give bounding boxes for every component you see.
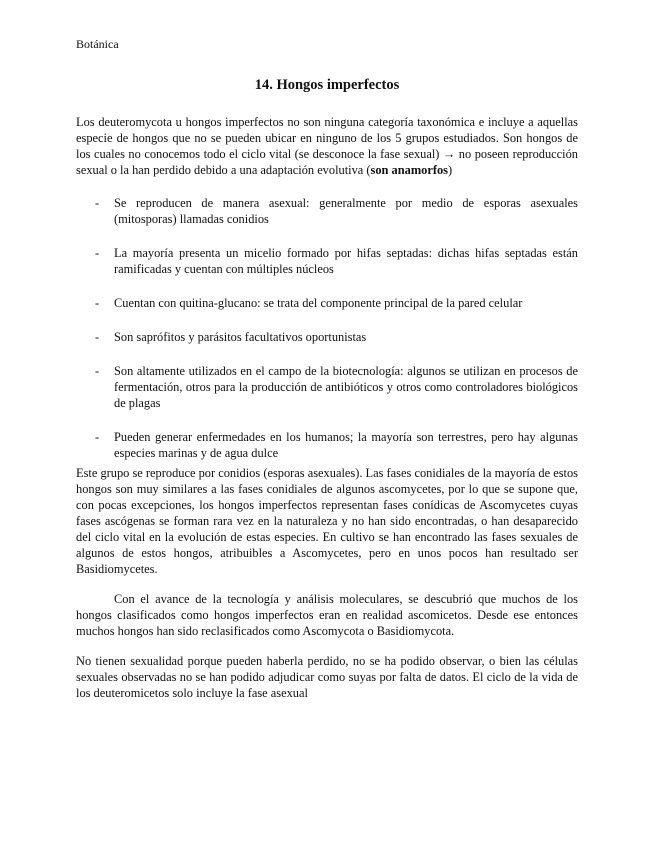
- list-item: [76, 245, 578, 277]
- document-page: [76, 36, 578, 701]
- bullet-dash: -: [95, 330, 100, 344]
- list-item-text: Son saprófitos y parásitos facultativos oportunistas: [114, 330, 367, 344]
- characteristics-list: [76, 195, 578, 461]
- bullet-dash: -: [95, 430, 100, 444]
- sexuality-paragraph: No tienen sexualidad porque pueden haberla perdido, no se ha podido observar, o bien las células sexuales observadas no se han podido adjudicar como suyas por falta de datos. El ciclo de la vida de los deuteromicetos solo incluye la fase asexual: [76, 654, 578, 700]
- intro-text-before: Los deuteromycota u hongos imperfectos no son ninguna categoría taxonómica e incluye a aquellas especie de hongos que no se pueden ubicar en ninguno de los 5 grupos estudiados. Son hongos de los cuales no conocemos todo el ciclo vital (se desconoce la fase sexual) → no poseen reproducción sexual o la han perdido debido a una adaptación evolutiva (: [76, 115, 578, 177]
- intro-paragraph: [76, 114, 578, 178]
- bullet-dash: -: [95, 196, 100, 210]
- page-header-label: Botánica: [76, 37, 119, 51]
- bullet-dash: -: [95, 364, 100, 378]
- list-item-text: Pueden generar enfermedades en los humanos; la mayoría son terrestres, pero hay algunas especies marinas y de agua dulce: [114, 430, 578, 460]
- bullet-dash: -: [95, 246, 100, 260]
- list-item: [76, 363, 578, 411]
- list-item-text: Son altamente utilizados en el campo de la biotecnología: algunos se utilizan en procesos de fermentación, otros para la producción de antibióticos y otros como controladores biológicos de plagas: [114, 364, 578, 410]
- molecular-analysis-paragraph: Con el avance de la tecnología y análisis moleculares, se descubrió que muchos de los hongos clasificados como hongos imperfectos eran en realidad ascomicetos. Desde ese entonces muchos hongos han sido reclasificados como Ascomycota o Basidiomycota.: [76, 592, 578, 638]
- list-item: [76, 195, 578, 227]
- bullet-dash: -: [95, 296, 100, 310]
- list-item-text: Se reproducen de manera asexual: generalmente por medio de esporas asexuales (mitosporas) llamadas conidios: [114, 196, 578, 226]
- page-title: 14. Hongos imperfectos: [254, 77, 400, 93]
- list-item: [76, 329, 578, 345]
- list-item-text: La mayoría presenta un micelio formado por hifas septadas: dichas hifas septadas están ramificadas y cuentan con múltiples núcleos: [114, 246, 578, 276]
- reproduction-paragraph: Este grupo se reproduce por conidios (esporas asexuales). Las fases conidiales de la mayoría de estos hongos son muy similares a las fases conidiales de algunos ascomycetes, por lo que se supone que, con pocas excepciones, los hongos imperfectos representan fases conídicas de Ascomycetes cuyas fases ascógenas se forman rara vez en la naturaleza y no han sido encontradas, o han desaparecido del ciclo vital en la evolución de estas especies. En cultivo se han encontrado las fases sexuales de algunos de estos hongos, atribuibles a Ascomycetes, pero en unos pocos han resultado ser Basidiomycetes.: [76, 466, 578, 576]
- list-item-text: Cuentan con quitina-glucano: se trata del componente principal de la pared celular: [114, 296, 523, 310]
- intro-bold-term: son anamorfos: [370, 163, 448, 177]
- list-item: [76, 429, 578, 461]
- intro-text-after: ): [447, 163, 453, 177]
- list-item: [76, 295, 578, 311]
